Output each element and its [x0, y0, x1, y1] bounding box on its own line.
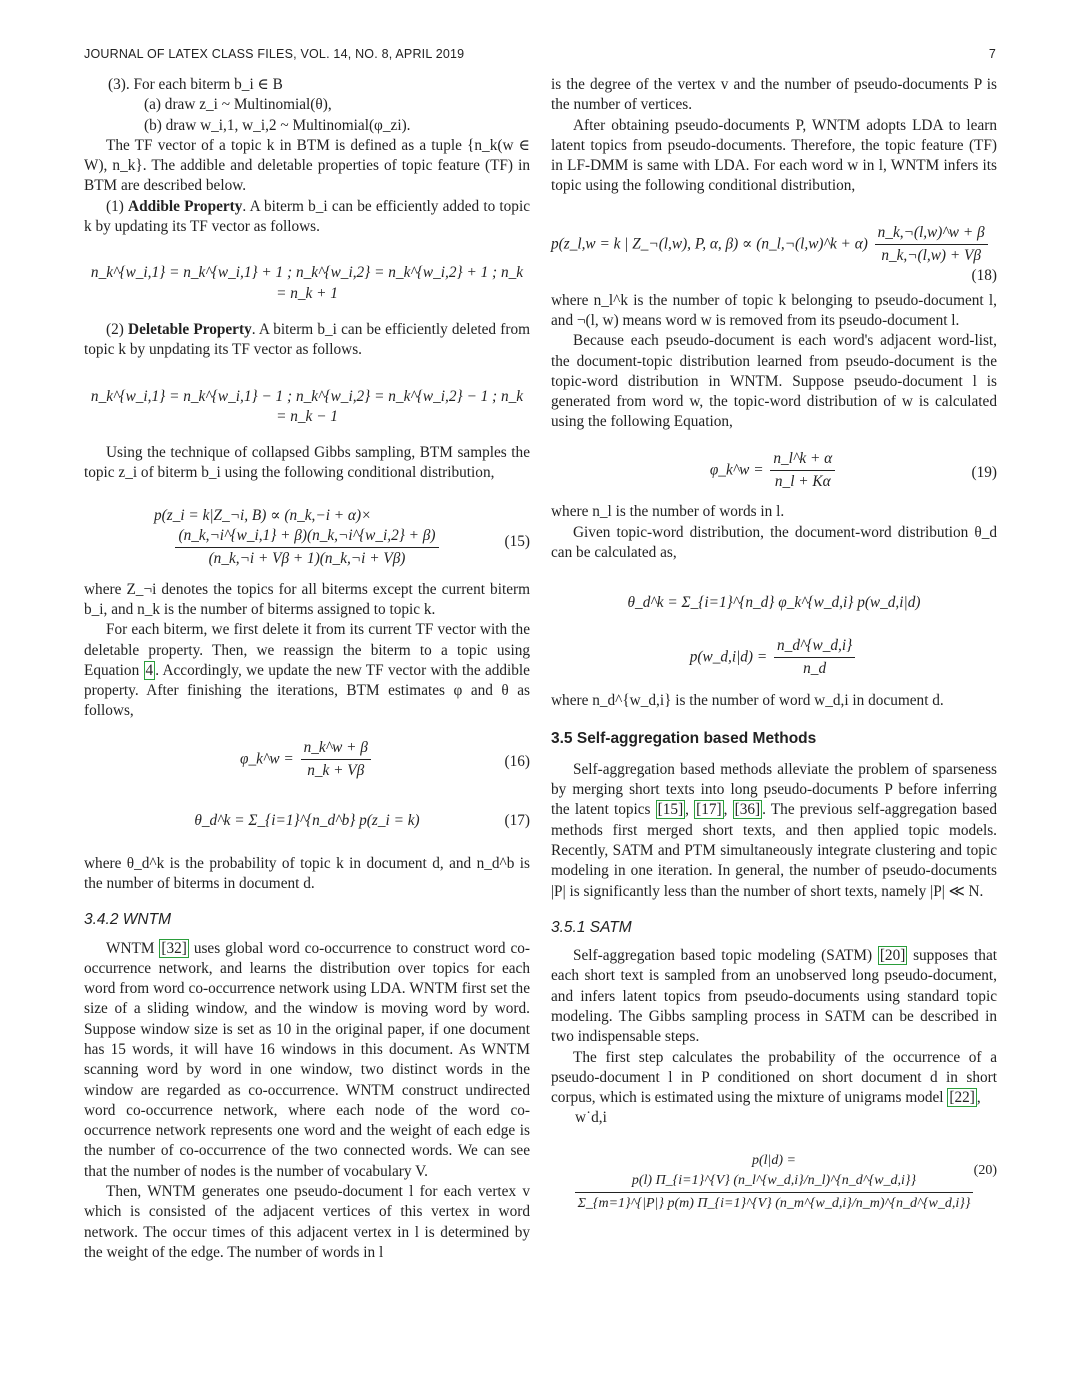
citation[interactable]: [22] — [949, 1089, 975, 1107]
eq15-line1: p(z_i = k|Z_¬i, B) ∝ (n_k,−i + α)× — [154, 506, 372, 524]
paragraph: where n_l^k is the number of topic k belonging to pseudo-document l, and ¬(l, w) means word w is removed from its pseudo-document l. — [551, 291, 997, 329]
eq17-number: (17) — [504, 812, 530, 830]
eq18-fraction — [875, 223, 988, 267]
text: WNTM — [106, 939, 160, 957]
equation-16 — [84, 738, 530, 782]
paragraph: where n_d^{w_d,i} is the number of word w_d,i in document d. — [551, 692, 944, 710]
text: . Accordingly, we update the new TF vector with the addible property. After finishing the iterations, BTM estimates φ and θ as follows, — [84, 661, 530, 720]
paragraph: The TF vector of a topic k in BTM is defined as a tuple {n_k(w ∈ W), n_k}. The addible and deletable properties of topic feature (TF) in BTM are described below. — [84, 136, 530, 195]
eq19-lhs: φ_k^w = — [709, 461, 764, 479]
eq-pw-fraction — [774, 636, 855, 680]
algo-step-3b: (b) draw w_i,1, w_i,2 ~ Multinomial(φ_zi). — [144, 116, 411, 134]
equation-19 — [551, 449, 997, 493]
eq16-number: (16) — [504, 752, 530, 770]
paragraph: where Z_¬i denotes the topics for all biterms except the current biterm b_i, and n_k is the number of biterms assigned to topic k. — [84, 580, 530, 618]
text: Self-aggregation based topic modeling (SATM) — [573, 947, 878, 965]
eq15-number: (15) — [504, 532, 530, 550]
eq20-number: (20) — [973, 1162, 997, 1178]
text: (1) — [106, 197, 129, 215]
equation-pw — [551, 636, 997, 680]
paragraph: Because each pseudo-document is each word's adjacent word-list, the document-topic distribution learned from pseudo-document is the topic-word distribution in WNTM. Suppose pseudo-document l is generated from word w, the topic-word distribution of w is calculated using the following Equation, — [551, 332, 997, 431]
paragraph — [551, 760, 997, 902]
paragraph — [84, 939, 530, 1183]
eq-pw-numerator: n_d^{w_d,i} — [774, 636, 855, 658]
subsection-title-wntm: 3.4.2 WNTM — [84, 911, 171, 929]
eq19-number: (19) — [971, 463, 997, 481]
equation-add: n_k^{w_i,1} = n_k^{w_i,1} + 1 ; n_k^{w_i,2} = n_k^{w_i,2} + 1 ; n_k = n_k + 1 — [90, 264, 524, 302]
paragraph: After obtaining pseudo-documents P, WNTM adopts LDA to learn latent topics from pseudo-documents. Therefore, the topic feature (TF) in LF-DMM is same with LDA. For each word w in l, WNTM infers its topic using the following conditional distribution, — [551, 116, 997, 195]
eq17-body: θ_d^k = Σ_{i=1}^{n_d^b} p(z_i = k) — [194, 812, 420, 830]
eq16-denominator: n_k + Vβ — [307, 762, 365, 780]
text: . A biterm b_i can be efficiently added to topic k by updating its TF vector as follows. — [84, 197, 530, 236]
stray-text: w˙d,i — [575, 1109, 607, 1127]
equation-15 — [84, 506, 530, 570]
algo-step-3: (3). For each biterm b_i ∈ B — [108, 76, 283, 93]
equation-theta: θ_d^k = Σ_{i=1}^{n_d} φ_k^{w_d,i} p(w_d,i|d) — [627, 594, 921, 612]
paragraph: Given topic-word distribution, the document-word distribution θ_d can be calculated as, — [551, 523, 997, 561]
text: The first step calculates the probability of the occurrence of a pseudo-document l in P conditioned on short document d in short corpus, which is estimated using the mixture of unigrams model — [551, 1048, 997, 1107]
paragraph: Then, WNTM generates one pseudo-document l for each vertex v which is consisted of the adjacent vertices of this vertex in word network. The occur times of this adjacent vertex in l is determined by the weight of the edge. The number of words in l — [84, 1183, 530, 1261]
eq20-denominator: Σ_{m=1}^{|P|} p(m) Π_{i=1}^{V} (n_m^{w_d,i}/n_m)^{n_d^{w_d,i}} — [577, 1196, 971, 1212]
right-column — [551, 75, 997, 1215]
eq16-fraction — [301, 738, 371, 782]
paragraph — [551, 1048, 997, 1109]
eq20-lhs: p(l|d) = — [751, 1152, 796, 1168]
citation[interactable]: [15] — [657, 801, 684, 819]
citation[interactable]: [17] — [696, 801, 722, 819]
algo-step-3a: (a) draw z_i ~ Multinomial(θ), — [144, 96, 332, 114]
section-title-self-aggregation: 3.5 Self-aggregation based Methods — [551, 730, 817, 748]
eq20-numerator: p(l) Π_{i=1}^{V} (n_l^{w_d,i}/n_l)^{n_d^{w_d,i}} — [575, 1171, 974, 1193]
text: , — [976, 1089, 981, 1107]
eq15-numerator: (n_k,¬i^{w_i,1} + β)(n_k,¬i^{w_i,2} + β) — [175, 526, 438, 548]
text: , — [723, 801, 733, 819]
text: , — [685, 801, 695, 819]
text: supposes that each short text is sampled from an unobserved long pseudo-document, and infers latent topics from pseudo-documents using standard topic modeling. The Gibbs sampling process in SATM can be described in two indispensable steps. — [551, 947, 997, 1046]
page-number: 7 — [988, 47, 996, 61]
text: (2) — [106, 320, 129, 338]
eq18-number: (18) — [971, 267, 997, 285]
eq18-lhs: p(z_l,w = k | Z_¬(l,w), P, α, β) ∝ (n_l,¬(l,w)^k + α) — [551, 235, 868, 253]
eq16-numerator: n_k^w + β — [301, 738, 371, 760]
equation-delete: n_k^{w_i,1} = n_k^{w_i,1} − 1 ; n_k^{w_i,2} = n_k^{w_i,2} − 1 ; n_k = n_k − 1 — [90, 387, 524, 425]
paragraph: is the degree of the vertex v and the number of pseudo-documents P is the number of vertices. — [551, 76, 997, 114]
equation-17 — [84, 811, 530, 831]
text: . The previous self-aggregation based methods first merged short texts, and then applied topic models. Recently, SATM and PTM simultaneously integrate clustering and topic modeling in one iteration. In general, the number of pseudo-documents |P| is significantly less than the number of short texts, namely |P| ≪ N. — [551, 801, 997, 900]
equation-20 — [551, 1151, 997, 1215]
eq19-denominator: n_l + Kα — [774, 473, 831, 491]
equation-18 — [551, 223, 997, 287]
text: . A biterm b_i can be efficiently deleted from topic k by unpdating its TF vector as follows. — [84, 320, 530, 359]
eq15-fraction — [175, 526, 438, 570]
citation[interactable]: [20] — [879, 947, 906, 965]
eq18-denominator: n_k,¬(l,w) + Vβ — [881, 247, 981, 265]
paragraph-addible — [84, 197, 530, 238]
eq20-fraction — [575, 1171, 974, 1215]
text: uses global word co-occurrence to construct word co-occurrence network, and learns the distribution over topics for each word from word co-occurrence network using LDA. WNTM first set the size of a sliding window, and the window is moving word by word. Suppose window size is set as 10 in the original paper, if one document has 15 words, it will have 16 windows in this document. As WNTM scanning word by word in one window, two distinct words in the window are regarded as co-occurrence. WNTM construct undirected word co-occurrence network, where each node of the word co-occurrence network represents one word and the weight of each edge is the number of co-occurrence of the two connected words. We can see that the number of nodes is the number of vocabulary V. — [84, 939, 530, 1180]
citation[interactable]: [32] — [161, 939, 187, 957]
paragraph — [84, 620, 530, 721]
eq15-denominator: (n_k,¬i + Vβ + 1)(n_k,¬i + Vβ) — [208, 550, 406, 568]
eq19-numerator: n_l^k + α — [770, 449, 835, 471]
eq16-lhs: φ_k^w = — [240, 750, 294, 768]
paragraph: Using the technique of collapsed Gibbs sampling, BTM samples the topic z_i of biterm b_i using the following conditional distribution, — [84, 444, 530, 482]
running-header — [84, 47, 996, 65]
paragraph: where n_l is the number of words in l. — [551, 503, 785, 521]
eq18-numerator: n_k,¬(l,w)^w + β — [875, 223, 988, 245]
paragraph-deletable — [84, 320, 530, 361]
eq-pw-lhs: p(w_d,i|d) = — [689, 647, 768, 665]
citation[interactable]: [36] — [734, 801, 761, 819]
term-addible: Addible Property — [128, 197, 243, 215]
left-column — [84, 75, 530, 1263]
subsection-title-satm: 3.5.1 SATM — [551, 918, 632, 936]
term-deletable: Deletable Property — [128, 320, 252, 338]
eq19-fraction — [770, 449, 835, 493]
equation-ref[interactable]: 4 — [145, 661, 154, 679]
text: Self-aggregation based methods alleviate the problem of sparseness by merging short texts into long pseudo-documents P before inferring the latent topics — [551, 760, 997, 819]
text: For each biterm, we first delete it from its current TF vector with the deletable property. Then, we reassign the biterm to a topic using Equation — [84, 621, 530, 679]
journal-title: JOURNAL OF LATEX CLASS FILES, VOL. 14, NO. 8, APRIL 2019 — [84, 47, 465, 61]
paragraph: where θ_d^k is the probability of topic k in document d, and n_d^b is the number of biterms in document d. — [84, 854, 530, 892]
paragraph — [551, 946, 997, 1047]
eq-pw-denominator: n_d — [803, 659, 827, 677]
